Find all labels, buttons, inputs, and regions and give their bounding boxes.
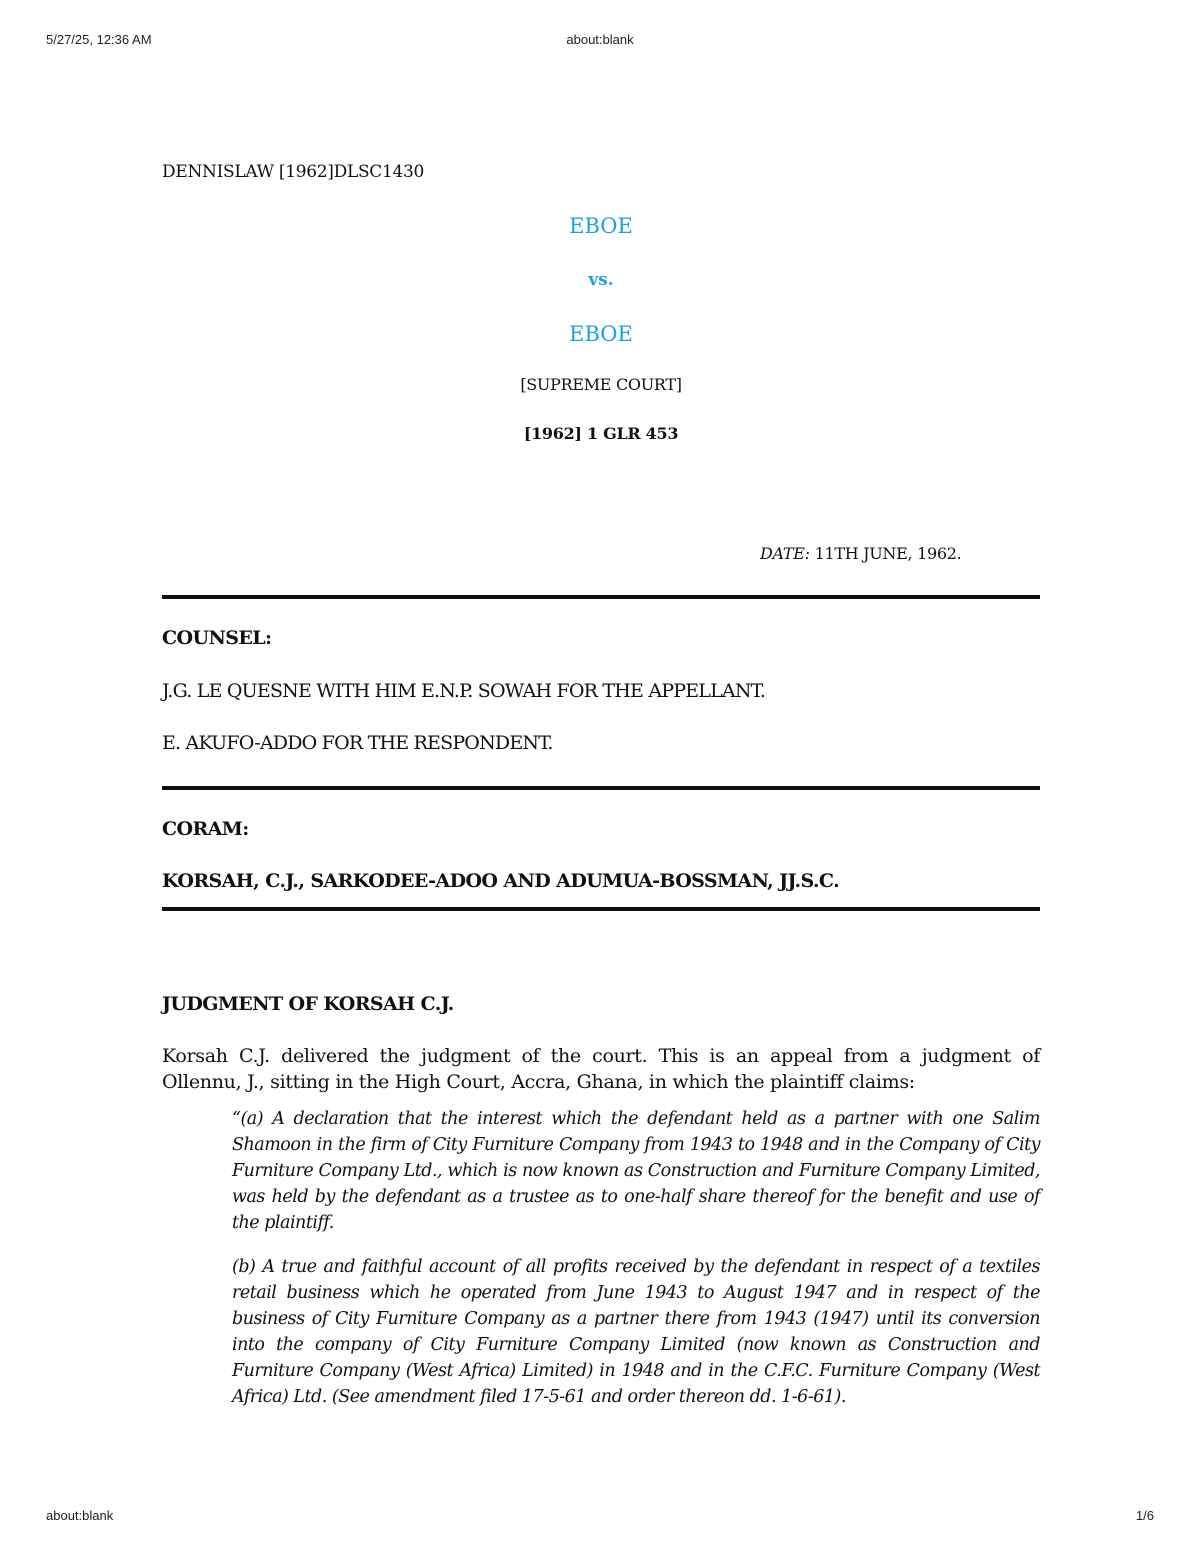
print-url: about:blank bbox=[46, 1508, 114, 1523]
counsel-respondent: E. AKUFO-ADDO FOR THE RESPONDENT. bbox=[162, 732, 553, 754]
date-value: 11TH JUNE, 1962. bbox=[814, 544, 962, 563]
law-report-reference: [1962] 1 GLR 453 bbox=[523, 424, 679, 443]
counsel-heading: COUNSEL: bbox=[162, 627, 272, 649]
section-divider bbox=[162, 595, 1040, 599]
case-citation: DENNISLAW [1962]DLSC1430 bbox=[162, 162, 425, 182]
judgment-intro-paragraph: Korsah C.J. delivered the judgment of the court. This is an appeal from a judgment of Ollennu, J., sitting in the High Court, Accra, Ghana, in which the plaintiff claims: bbox=[162, 1045, 1040, 1093]
print-datetime: 5/27/25, 12:36 AM bbox=[46, 32, 152, 47]
judgment-date bbox=[760, 544, 961, 563]
counsel-appellant: J.G. LE QUESNE WITH HIM E.N.P. SOWAH FOR THE APPELLANT. bbox=[162, 680, 765, 702]
plaintiff-name: EBOE bbox=[569, 214, 633, 238]
print-title: about:blank bbox=[566, 32, 634, 47]
defendant-name: EBOE bbox=[569, 322, 633, 346]
claim-b-quote: (b) A true and faithful account of all profits received by the defendant in respect of a textiles retail business which he operated from June 1943 to August 1947 and in respect of the business of City Furniture Company as a partner there from 1943 (1947) until its conversion into the company of City Furniture Company Limited (now known as Construction and Furniture Company (West Africa) Limited) in 1948 and in the C.F.C. Furniture Company (West Africa) Ltd. (See amendment filed 17-5-61 and order thereon dd. 1-6-61). bbox=[232, 1257, 1040, 1407]
page-number: 1/6 bbox=[1135, 1508, 1154, 1523]
coram-judges: KORSAH, C.J., SARKODEE-ADOO AND ADUMUA-BOSSMAN, JJ.S.C. bbox=[162, 870, 840, 892]
date-label: DATE: bbox=[760, 544, 810, 563]
section-divider bbox=[162, 907, 1040, 911]
judgment-heading: JUDGMENT OF KORSAH C.J. bbox=[162, 993, 454, 1015]
coram-heading: CORAM: bbox=[162, 818, 249, 840]
court-name: [SUPREME COURT] bbox=[520, 375, 682, 394]
claim-a-quote: “(a) A declaration that the interest which the defendant held as a partner with one Salim Shamoon in the firm of City Furniture Company from 1943 to 1948 and in the Company of City Furniture Company Ltd., which is now known as Construction and Furniture Company Limited, was held by the defendant as a trustee as to one-half share thereof for the benefit and use of the plaintiff. bbox=[232, 1109, 1040, 1233]
versus-label: vs. bbox=[588, 270, 614, 290]
section-divider bbox=[162, 786, 1040, 790]
